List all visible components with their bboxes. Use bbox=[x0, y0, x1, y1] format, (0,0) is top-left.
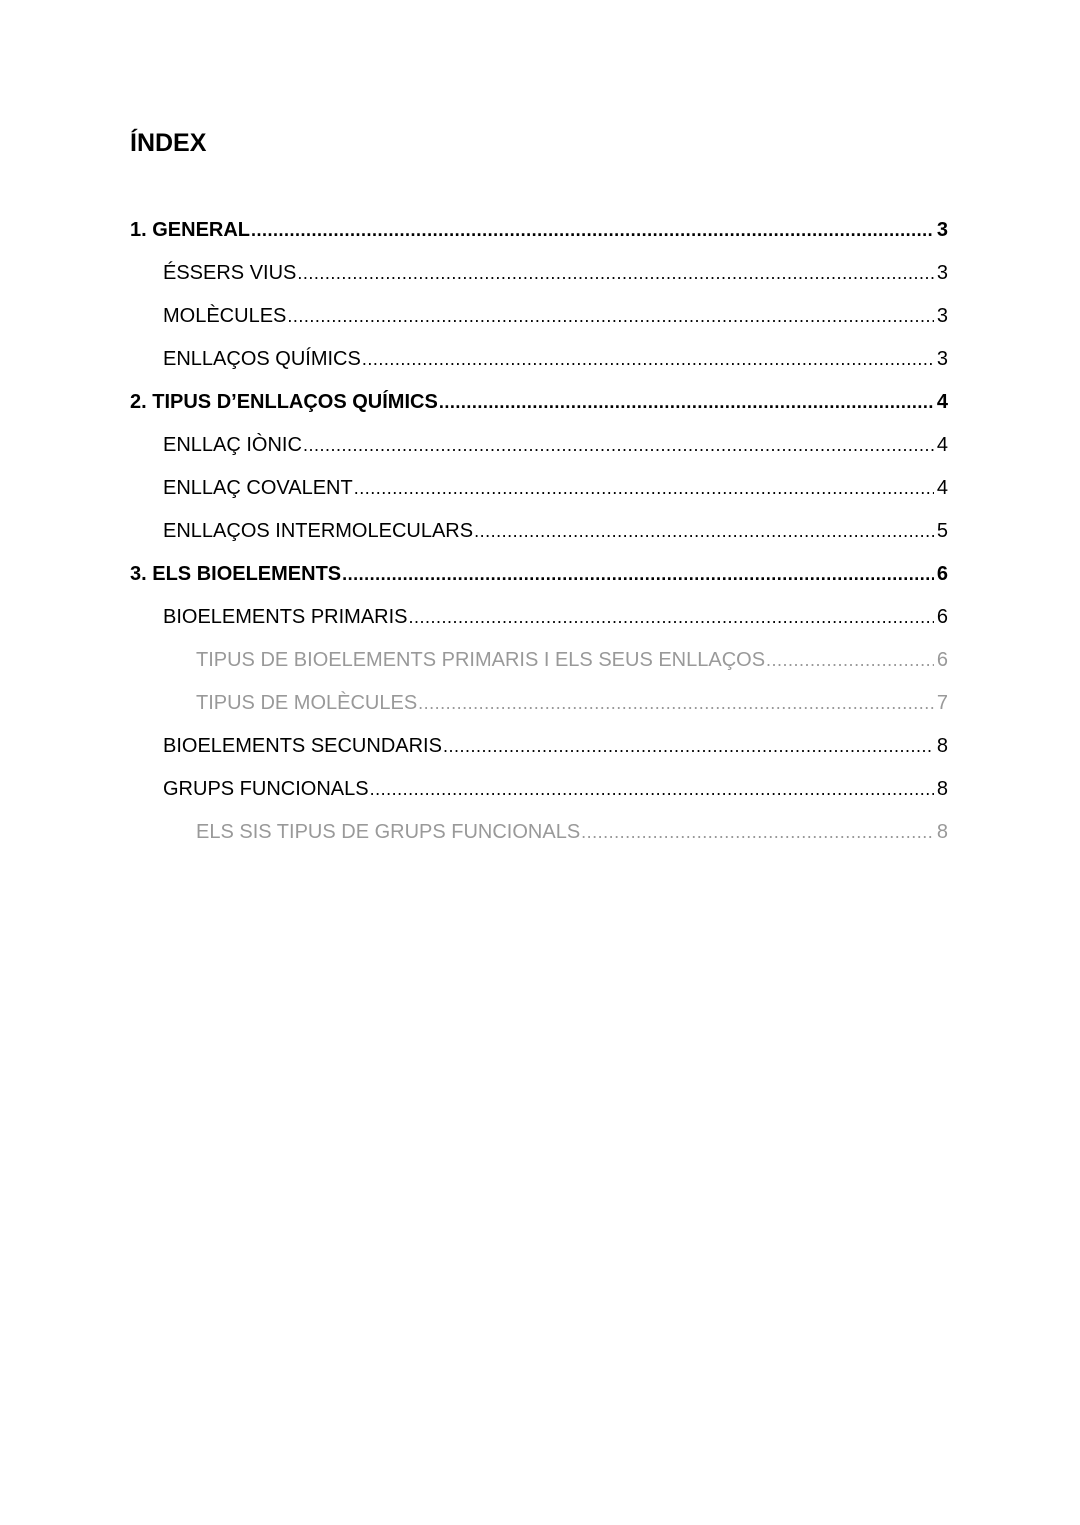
dot-leader bbox=[251, 216, 934, 244]
toc-entry-label: 3. ELS BIOELEMENTS bbox=[130, 563, 342, 585]
toc-entry-page: 8 bbox=[936, 778, 948, 800]
dot-leader bbox=[370, 775, 934, 803]
toc-entry-page: 3 bbox=[936, 305, 948, 327]
toc-entry-label: 1. GENERAL bbox=[130, 219, 251, 241]
toc-entry-page: 3 bbox=[936, 262, 948, 284]
dot-leader bbox=[474, 517, 934, 545]
dot-leader bbox=[354, 474, 934, 502]
toc-entry[interactable] bbox=[130, 388, 948, 431]
dot-leader bbox=[439, 388, 934, 416]
toc-entry-label: ENLLAÇ COVALENT bbox=[163, 477, 353, 499]
toc-entry-label: 2. TIPUS D’ENLLAÇOS QUÍMICS bbox=[130, 391, 438, 413]
toc-entry[interactable] bbox=[130, 345, 948, 388]
toc-entry[interactable] bbox=[130, 560, 948, 603]
toc-entry-page: 3 bbox=[936, 348, 948, 370]
dot-leader bbox=[342, 560, 934, 588]
page-title: ÍNDEX bbox=[130, 129, 207, 157]
toc-entry[interactable] bbox=[130, 603, 948, 646]
toc-entry[interactable] bbox=[130, 732, 948, 775]
toc-entry[interactable] bbox=[130, 646, 948, 689]
toc-entry-label: BIOELEMENTS SECUNDARIS bbox=[163, 735, 442, 757]
dot-leader bbox=[581, 818, 934, 846]
toc-entry-label: ELS SIS TIPUS DE GRUPS FUNCIONALS bbox=[196, 821, 581, 843]
dot-leader bbox=[418, 689, 934, 717]
table-of-contents bbox=[130, 216, 948, 861]
toc-entry-page: 3 bbox=[936, 219, 948, 241]
toc-entry-label: ENLLAÇOS QUÍMICS bbox=[163, 348, 361, 370]
toc-entry-page: 4 bbox=[936, 477, 948, 499]
toc-entry-label: TIPUS DE MOLÈCULES bbox=[196, 692, 418, 714]
toc-entry-page: 5 bbox=[936, 520, 948, 542]
dot-leader bbox=[303, 431, 934, 459]
toc-entry-page: 8 bbox=[936, 735, 948, 757]
toc-entry-page: 8 bbox=[936, 821, 948, 843]
toc-entry-page: 6 bbox=[936, 606, 948, 628]
toc-entry-label: MOLÈCULES bbox=[163, 305, 287, 327]
toc-entry-label: BIOELEMENTS PRIMARIS bbox=[163, 606, 408, 628]
toc-entry[interactable] bbox=[130, 474, 948, 517]
toc-entry-page: 4 bbox=[936, 391, 948, 413]
toc-entry-page: 6 bbox=[936, 563, 948, 585]
toc-entry[interactable] bbox=[130, 431, 948, 474]
dot-leader bbox=[443, 732, 934, 760]
toc-entry[interactable] bbox=[130, 216, 948, 259]
dot-leader bbox=[297, 259, 933, 287]
toc-entry-page: 4 bbox=[936, 434, 948, 456]
toc-entry[interactable] bbox=[130, 818, 948, 861]
toc-entry-label: ÉSSERS VIUS bbox=[163, 262, 297, 284]
dot-leader bbox=[409, 603, 934, 631]
toc-entry-label: TIPUS DE BIOELEMENTS PRIMARIS I ELS SEUS ENLLAÇOS bbox=[196, 649, 766, 671]
dot-leader bbox=[362, 345, 934, 373]
toc-entry-label: ENLLAÇ IÒNIC bbox=[163, 434, 302, 456]
toc-entry-label: GRUPS FUNCIONALS bbox=[163, 778, 369, 800]
toc-entry[interactable] bbox=[130, 259, 948, 302]
toc-entry-page: 7 bbox=[936, 692, 948, 714]
toc-entry[interactable] bbox=[130, 517, 948, 560]
toc-entry[interactable] bbox=[130, 302, 948, 345]
toc-entry[interactable] bbox=[130, 775, 948, 818]
dot-leader bbox=[287, 302, 934, 330]
toc-entry-page: 6 bbox=[936, 649, 948, 671]
toc-entry[interactable] bbox=[130, 689, 948, 732]
toc-entry-label: ENLLAÇOS INTERMOLECULARS bbox=[163, 520, 474, 542]
dot-leader bbox=[766, 646, 934, 674]
